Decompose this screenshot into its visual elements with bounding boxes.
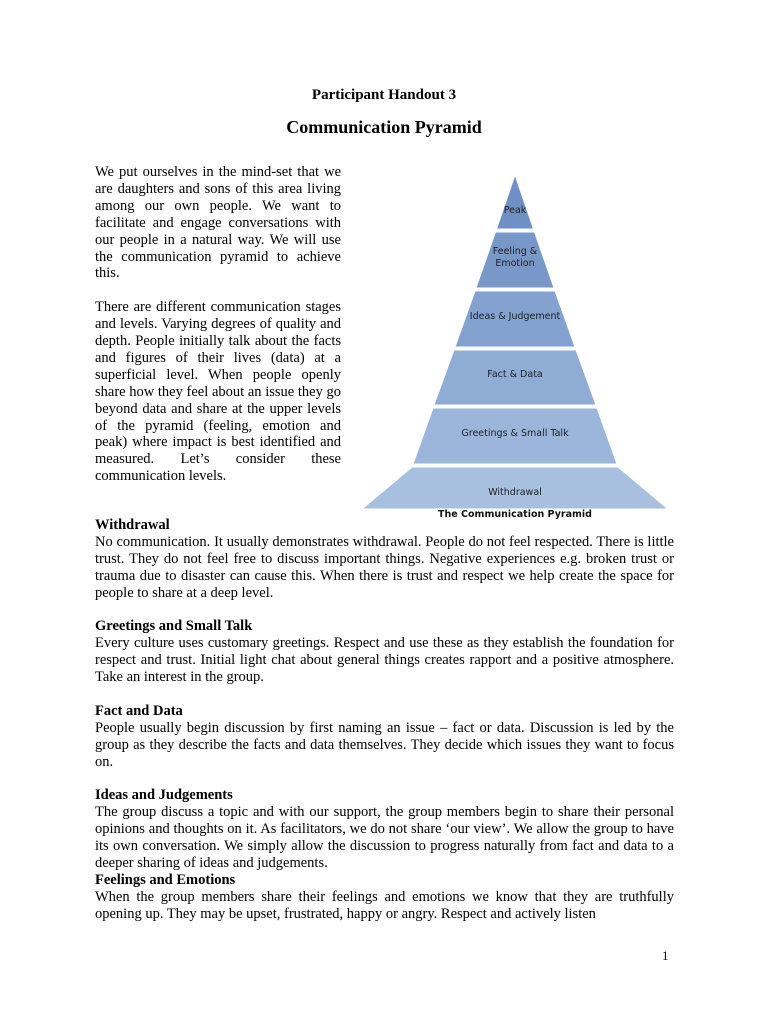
level-descriptions [95,517,674,923]
section-text: Every culture uses customary greetings. Respect and use these as they establish the foundation for respect and trust. Initial light chat about general things creates rapport and a positive atmosphere. Take an interest in the group. [95,635,674,686]
intro-paragraph: We put ourselves in the mind-set that we are daughters and sons of this area living among our own people. We want to facilitate and engage conversations with our people in a natural way. We will use the communication pyramid to achieve this. [95,164,341,282]
communication-pyramid [358,173,672,520]
intro-paragraph: There are different communication stages and levels. Varying degrees of quality and depth. People initially talk about the facts and figures of their lives (data) at a superficial level. When people openly share how they feel about an issue they go beyond data and share at the upper levels of the pyramid (feeling, emotion and peak) where impact is best identified and measured. Let’s consider these communication levels. [95,299,341,485]
section-heading: Greetings and Small Talk [95,618,253,635]
pyramid-label-peak: Peak [503,205,527,216]
pyramid-label-ideas-judgement: Ideas & Judgement [469,311,561,322]
section-heading: Ideas and Judgements [95,787,233,804]
handout-label: Participant Handout 3 [311,87,457,103]
section-text: The group discuss a topic and with our support, the group members begin to share their personal opinions and thoughts on it. As facilitators, we do not share ‘our view’. We allow the group to have its own conversation. We simply allow the discussion to progress naturally from fact and data to a deeper sharing of ideas and judgements. [95,804,674,872]
section-text: People usually begin discussion by first naming an issue – fact or data. Discussion is led by the group as they describe the facts and data themselves. They decide which issues they want to focus on. [95,719,674,770]
pyramid-label-feeling-emotion: Feeling & Emotion [492,246,538,269]
section-heading: Fact and Data [95,702,183,719]
pyramid-caption: The Communication Pyramid [438,509,592,520]
section-heading: Feelings and Emotions [95,871,236,888]
section-text: When the group members share their feelings and emotions we know that they are truthfully opening up. They may be upset, frustrated, happy or angry. Respect and actively listen [95,888,674,922]
page-number: 1 [662,948,669,963]
pyramid-graphic [358,173,672,513]
document-title: Communication Pyramid [286,117,482,137]
intro-column [95,164,341,502]
section-text: No communication. It usually demonstrates withdrawal. People do not feel respected. There is little trust. They do not feel free to discuss important things. Negative experiences e.g. broken trust or trauma due to disaster can cause this. When there is trust and respect we help create the space for people to share at a deep level. [95,533,674,601]
section-heading: Withdrawal [95,517,170,533]
pyramid-label-fact-data: Fact & Data [487,369,543,380]
pyramid-label-greetings-small-talk: Greetings & Small Talk [461,428,569,439]
pyramid-label-withdrawal: Withdrawal [488,487,542,498]
pyramid-level-peak [497,175,534,229]
